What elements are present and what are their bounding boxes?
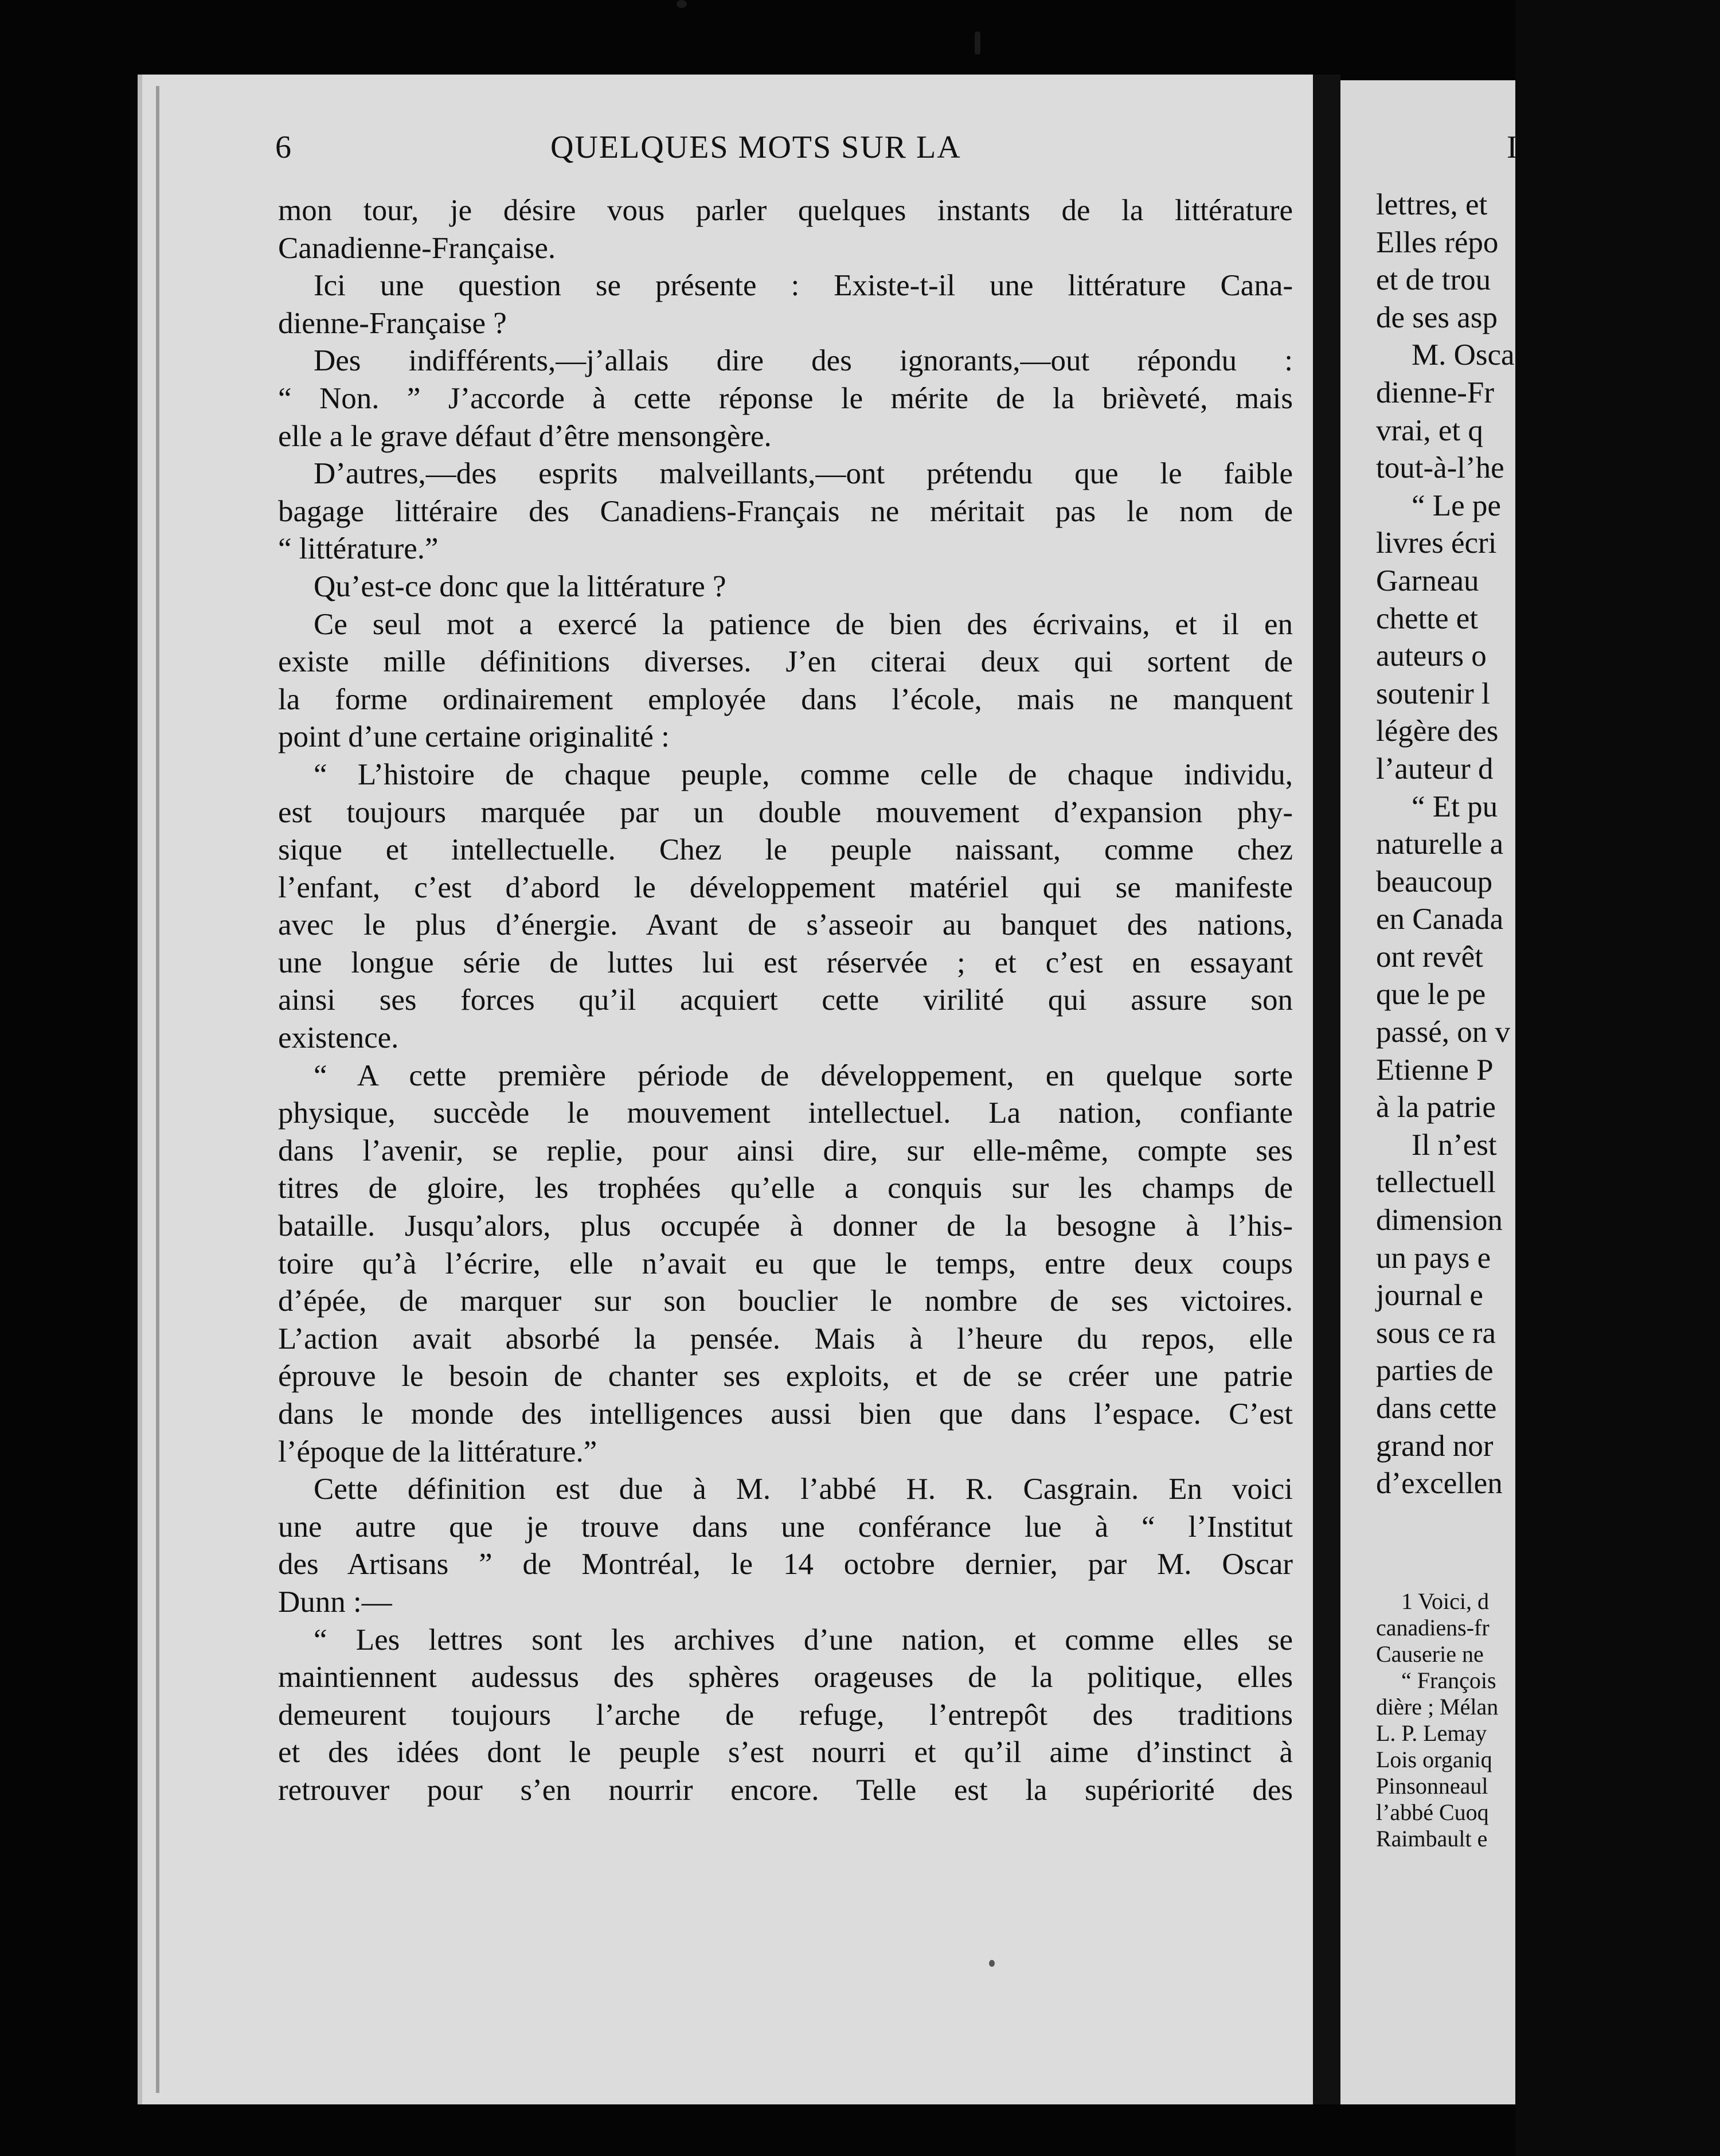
text-line: avec le plus d’énergie. Avant de s’asseoir au banquet des nations, [278,908,1293,942]
text-line: physique, succède le mouvement intellectuel. La nation, confiante [278,1096,1293,1130]
left-page-header [275,129,1296,175]
page-number: 6 [275,130,291,165]
text-line: vrai, et q [1376,413,1483,447]
text-line: une autre que je trouve dans une conférance lue à “ l’Institut [278,1510,1293,1544]
text-line: L’action avait absorbé la pensée. Mais à l’heure du repos, elle [278,1322,1293,1356]
text-line: tout-à-l’he [1376,451,1504,485]
text-line: la forme ordinairement employée dans l’école, mais ne manquent [278,682,1293,716]
text-line: dienne-Française ? [278,306,507,340]
footnote-line: dière ; Mélan [1376,1694,1499,1720]
text-line: une longue série de luttes lui est réservée ; et c’est en essayant [278,946,1293,979]
ink-speck [975,32,980,54]
text-line: sous ce ra [1376,1316,1496,1350]
text-line: tellectuell [1376,1166,1496,1200]
text-line: auteurs o [1376,639,1487,673]
text-line: légère des [1376,714,1499,748]
text-line: lettres, et [1376,188,1488,221]
text-line: journal e [1376,1279,1483,1313]
text-line: toire qu’à l’écrire, elle n’avait eu que le temps, entre deux coups [278,1247,1293,1280]
text-line: “ Et pu [1412,790,1498,823]
text-line: soutenir l [1376,677,1490,710]
text-line: en Canada [1376,903,1504,936]
text-line: livres écri [1376,526,1497,560]
footnote-line: l’abbé Cuoq [1376,1799,1489,1825]
text-line: “ Les lettres sont les archives d’une nation, et comme elles se [314,1623,1293,1657]
text-line: point d’une certaine originalité : [278,720,670,754]
book-spine [1313,75,1340,2104]
text-line: des Artisans ” de Montréal, le 14 octobre dernier, par M. Oscar [278,1548,1293,1581]
text-line: de ses asp [1376,300,1498,334]
text-line: titres de gloire, les trophées qu’elle a conquis sur les champs de [278,1171,1293,1205]
ink-speck [989,1960,995,1967]
text-line: “ Le pe [1412,489,1501,522]
text-line: à la patrie [1376,1091,1496,1124]
text-line: Des indifférents,—j’allais dire des ignorants,—out répondu : [314,344,1293,378]
text-line: grand nor [1376,1429,1494,1463]
text-line: parties de [1376,1354,1494,1388]
text-line: dans cette [1376,1392,1497,1425]
footnote-line: 1 Voici, d [1401,1588,1489,1614]
text-line: est toujours marquée par un double mouvement d’expansion phy- [278,795,1293,829]
text-line: Ici une question se présente : Existe-t-il une littérature Cana- [314,269,1293,303]
text-line: dans l’avenir, se replie, pour ainsi dire, sur elle-même, compte ses [278,1134,1293,1167]
text-line: ainsi ses forces qu’il acquiert cette virilité qui assure son [278,983,1293,1017]
right-page [1340,80,1518,2104]
page-edge-shadow [156,86,159,2093]
ink-speck [677,0,687,8]
running-head: QUELQUES MOTS SUR LA [550,130,961,165]
footnote-line: Raimbault e [1376,1826,1488,1852]
text-line: dienne-Fr [1376,376,1495,409]
text-line: Dunn :— [278,1585,392,1619]
left-page-body [278,192,1293,1810]
footnote-line: Pinsonneaul [1376,1773,1488,1799]
text-line: Ce seul mot a exercé la patience de bien des écrivains, et il en [314,607,1293,641]
text-line: Canadienne-Française. [278,231,556,265]
right-running-head-fragment: I [1507,130,1518,165]
right-page-footnotes [1376,1588,1720,1852]
text-line: et de trou [1376,263,1491,297]
text-line: bataille. Jusqu’alors, plus occupée à donner de la besogne à l’his- [278,1209,1293,1243]
footnote-line: L. P. Lemay [1376,1720,1487,1746]
text-line: Elles répo [1376,225,1499,259]
text-line: Il n’est [1412,1128,1497,1162]
right-page-body [1376,186,1720,1503]
text-line: maintiennent audessus des sphères orageuses de la politique, elles [278,1661,1293,1694]
text-line: Garneau [1376,564,1479,597]
text-line: d’excellen [1376,1467,1503,1501]
text-line: que le pe [1376,978,1486,1011]
text-line: l’enfant, c’est d’abord le développement matériel qui se manifeste [278,870,1293,904]
footnote-line: “ François [1401,1667,1496,1693]
text-line: M. Osca [1412,338,1515,372]
text-line: “ littérature.” [278,532,439,566]
text-line: retrouver pour s’en nourrir encore. Telle est la supériorité des [278,1773,1293,1807]
text-line: ont revêt [1376,940,1483,974]
text-line: Cette définition est due à M. l’abbé H. R. Casgrain. En voici [314,1473,1293,1506]
text-line: d’épée, de marquer sur son bouclier le nombre de ses victoires. [278,1284,1293,1318]
footnote-line: canadiens-fr [1376,1615,1490,1641]
text-line: demeurent toujours l’arche de refuge, l’entrepôt des traditions [278,1698,1293,1732]
text-line: Qu’est-ce donc que la littérature ? [314,569,726,603]
text-line: éprouve le besoin de chanter ses exploits, et de se créer une patrie [278,1360,1293,1393]
text-line: bagage littéraire des Canadiens-Français ne méritait pas le nom de [278,494,1293,528]
text-line: passé, on v [1376,1015,1511,1049]
text-line: mon tour, je désire vous parler quelques instants de la littérature [278,194,1293,227]
text-line: dans le monde des intelligences aussi bien que dans l’espace. C’est [278,1397,1293,1431]
text-line: et des idées dont le peuple s’est nourri et qu’il aime d’instinct à [278,1736,1293,1770]
text-line: D’autres,—des esprits malveillants,—ont prétendu que le faible [314,457,1293,491]
text-line: “ A cette première période de développement, en quelque sorte [314,1059,1293,1092]
text-line: “ L’histoire de chaque peuple, comme celle de chaque individu, [314,757,1293,791]
text-line: existe mille définitions diverses. J’en citerai deux qui sortent de [278,645,1293,679]
text-line: naturelle a [1376,827,1504,861]
footnote-line: Causerie ne [1376,1641,1484,1667]
footnote-line: Lois organiq [1376,1747,1492,1772]
text-line: elle a le grave défaut d’être mensongère. [278,419,772,453]
text-line: l’époque de la littérature.” [278,1435,597,1468]
text-line: “ Non. ” J’accorde à cette réponse le mérite de la brièveté, mais [278,381,1293,415]
text-line: dimension [1376,1204,1503,1237]
text-line: chette et [1376,602,1479,635]
text-line: Etienne P [1376,1053,1494,1087]
text-line: beaucoup [1376,865,1493,899]
text-line: sique et intellectuelle. Chez le peuple naissant, comme chez [278,833,1293,867]
text-line: existence. [278,1021,399,1055]
text-line: l’auteur d [1376,752,1494,786]
text-line: un pays e [1376,1241,1491,1275]
